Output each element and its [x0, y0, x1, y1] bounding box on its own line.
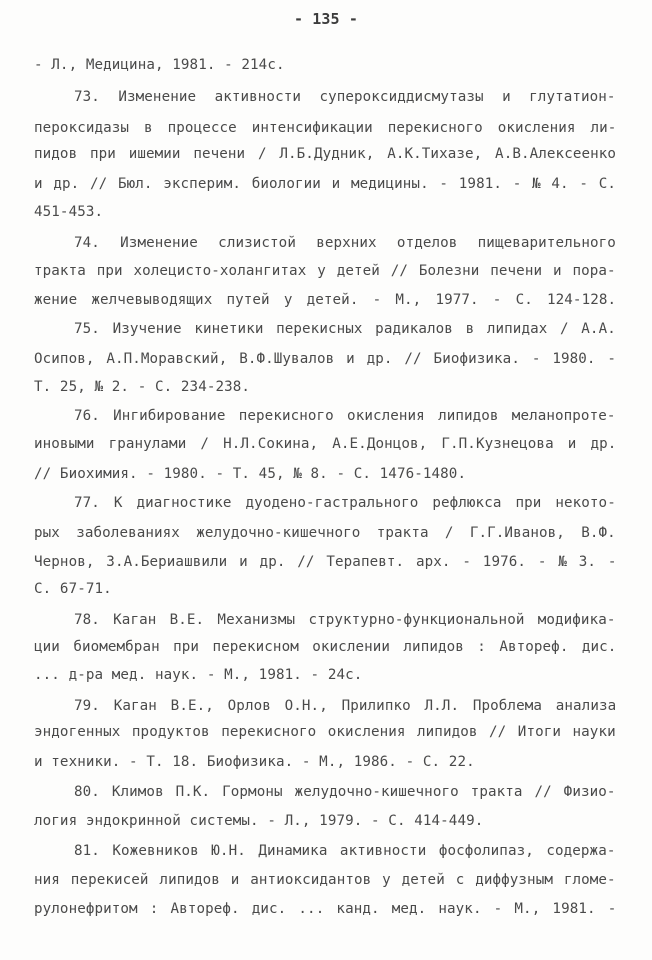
- text-line: жение желчевыводящих путей у детей. - М., 1977. - С. 124-128.: [34, 292, 617, 308]
- text-line: 74. Изменение слизистой верхних отделов пищеварительного: [74, 235, 616, 251]
- text-line: ... д-ра мед. наук. - М., 1981. - 24с.: [34, 667, 363, 683]
- text-line: 75. Изучение кинетики перекисных радикалов в липидах / А.А.: [74, 321, 616, 337]
- text-line: логия эндокринной системы. - Л., 1979. - С. 414-449.: [34, 813, 484, 829]
- page-number: - 135 -: [294, 10, 358, 28]
- text-line: 81. Кожевников Ю.Н. Динамика активности фосфолипаз, содержа-: [74, 843, 616, 859]
- text-line: // Биохимия. - 1980. - Т. 45, № 8. - С. 1476-1480.: [34, 466, 467, 482]
- text-line: рулонефритом : Автореф. дис. ... канд. мед. наук. - М., 1981. -: [34, 901, 617, 917]
- text-line: Чернов, З.А.Бериашвили и др. // Терапевт. арх. - 1976. - № 3. -: [34, 554, 617, 570]
- text-line: иновыми гранулами / Н.Л.Сокина, А.Е.Донцов, Г.П.Кузнецова и др.: [34, 436, 617, 452]
- text-line: - Л., Медицина, 1981. - 214с.: [34, 57, 285, 73]
- text-line: Осипов, А.П.Моравский, В.Ф.Шувалов и др. // Биофизика. - 1980. -: [34, 351, 617, 367]
- text-line: 80. Климов П.К. Гормоны желудочно-кишечного тракта // Физио-: [74, 784, 616, 800]
- text-line: и др. // Бюл. эксперим. биологии и медицины. - 1981. - № 4. - С.: [34, 176, 617, 192]
- text-line: ния перекисей липидов и антиоксидантов у детей с диффузным гломе-: [34, 872, 616, 888]
- text-line: тракта при холецисто-холангитах у детей // Болезни печени и пора-: [34, 263, 616, 279]
- text-line: пидов при ишемии печени / Л.Б.Дудник, А.К.Тихазе, А.В.Алексеенко: [34, 146, 617, 162]
- text-line: пероксидазы в процессе интенсификации перекисного окисления ли-: [34, 120, 617, 136]
- text-line: и техники. - Т. 18. Биофизика. - М., 1986. - С. 22.: [34, 754, 475, 770]
- text-line: 73. Изменение активности супероксиддисмутазы и глутатион-: [74, 89, 616, 105]
- text-line: 77. К диагностике дуодено-гастрального рефлюкса при некото-: [74, 495, 616, 511]
- text-line: 78. Каган В.Е. Механизмы структурно-функциональной модифика-: [74, 612, 616, 628]
- text-line: ции биомембран при перекисном окислении липидов : Автореф. дис.: [34, 639, 617, 655]
- text-line: 451-453.: [34, 204, 104, 220]
- text-line: Т. 25, № 2. - С. 234-238.: [34, 379, 251, 395]
- text-line: рых заболеваниях желудочно-кишечного тракта / Г.Г.Иванов, В.Ф.: [34, 525, 616, 541]
- text-line: 76. Ингибирование перекисного окисления липидов меланопроте-: [74, 408, 616, 424]
- text-line: эндогенных продуктов перекисного окисления липидов // Итоги науки: [34, 724, 616, 740]
- text-line: 79. Каган В.Е., Орлов О.Н., Прилипко Л.Л. Проблема анализа: [74, 698, 617, 714]
- text-line: С. 67-71.: [34, 581, 112, 597]
